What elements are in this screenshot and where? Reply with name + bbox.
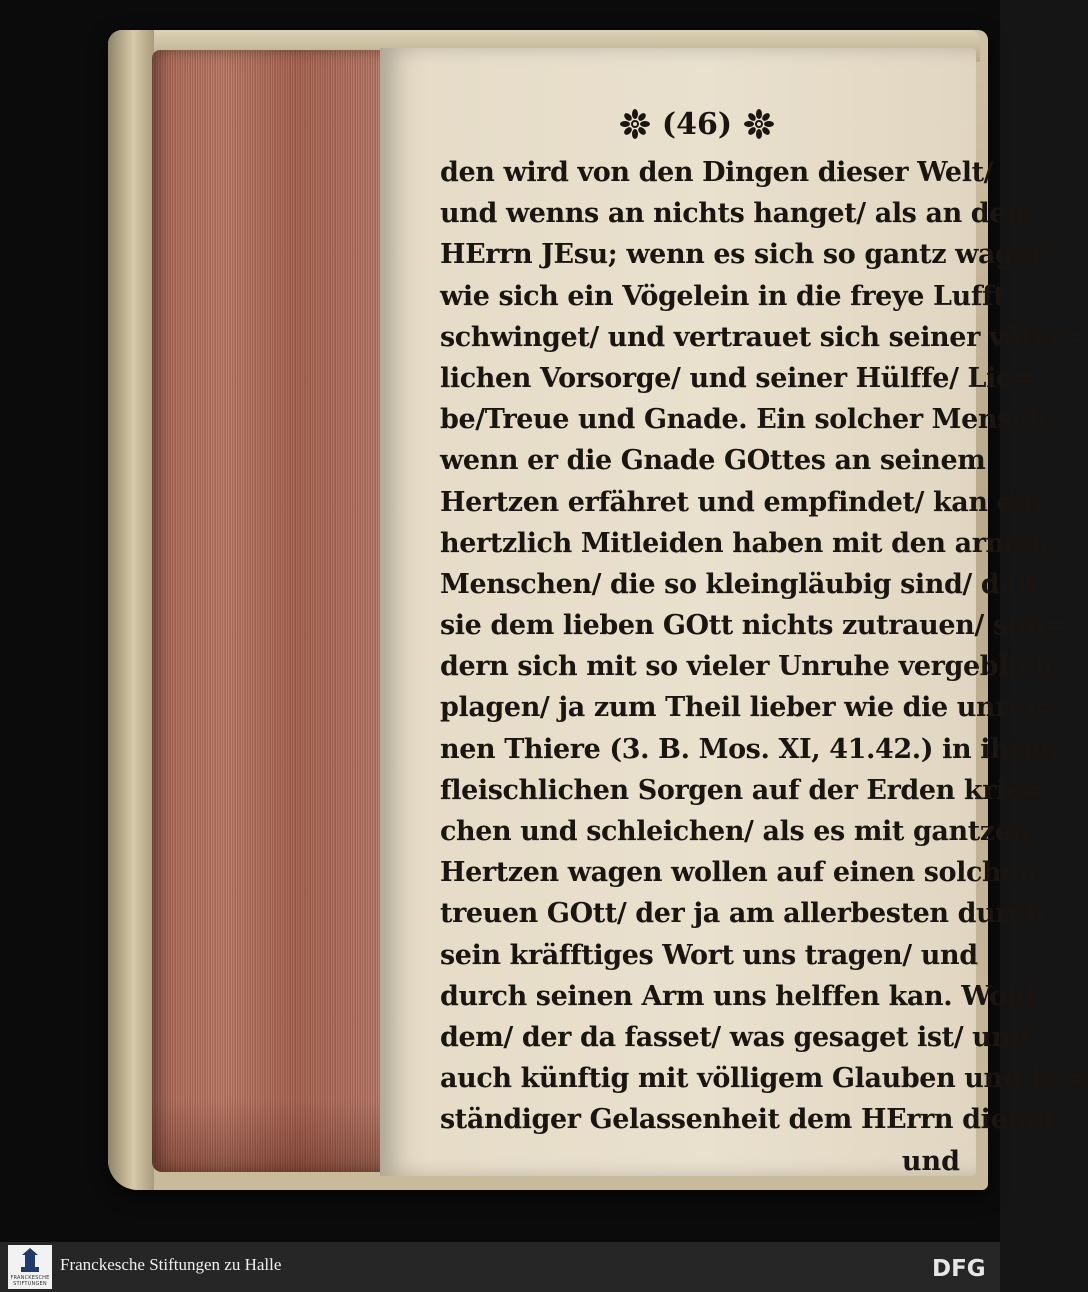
institution-name[interactable]: Franckesche Stiftungen zu Halle: [60, 1255, 282, 1274]
text-line: wenn er die Gnade GOttes an seinem: [440, 445, 986, 477]
text-line: Hertzen wagen wollen auf einen solchen: [440, 857, 1038, 889]
text-line: plagen/ ja zum Theil lieber wie die unrei=: [440, 692, 1058, 724]
page-header: [430, 100, 964, 148]
text-line: schwinget/ und vertrauet sich seiner väter=: [440, 321, 1087, 353]
text-line: wie sich ein Vögelein in die freye Lufft: [440, 280, 1006, 312]
text-line: treuen GOtt/ der ja am allerbesten durch: [440, 898, 1045, 930]
text-line: Menschen/ die so kleingläubig sind/ daß: [440, 568, 1037, 600]
text-line: auch künftig mit völligem Glauben und be=: [440, 1063, 1088, 1095]
text-lines: [440, 152, 1088, 1141]
flower-ornament-icon: [744, 109, 774, 139]
franckesche-stiftungen-logo-icon[interactable]: [8, 1245, 52, 1289]
text-line: sie dem lieben GOtt nichts zutrauen/ son=: [440, 610, 1067, 642]
cover-spine: [108, 30, 154, 1190]
text-line: be/Treue und Gnade. Ein solcher Mensch/: [440, 404, 1057, 436]
text-line: durch seinen Arm uns helffen kan. Wohl: [440, 980, 1036, 1012]
logo-caption-line1: FRANCKESCHE: [10, 1275, 50, 1281]
book-page: [380, 48, 1088, 1177]
text-line: hertzlich Mitleiden haben mit den armen: [440, 527, 1050, 559]
text-line: und wenns an nichts hanget/ als an dem: [440, 198, 1035, 230]
text-line: nen Thiere (3. B. Mos. XI, 41.42.) in ihren: [440, 733, 1060, 765]
catchword: und: [901, 1145, 960, 1177]
text-line: lichen Vorsorge/ und seiner Hülffe/ Lie=: [440, 362, 1035, 394]
page-text-block: [440, 100, 1088, 1182]
dfg-logo-icon[interactable]: [932, 1254, 990, 1280]
flower-ornament-icon: [620, 109, 650, 139]
footer-bar: [0, 1242, 1000, 1292]
page-fore-edge-shadow: [152, 1100, 392, 1172]
text-line: dern sich mit so vieler Unruhe vergeblich: [440, 651, 1054, 683]
page-fore-edge: [152, 50, 392, 1172]
page-number: (46): [661, 106, 733, 142]
text-line: Hertzen erfähret und empfindet/ kan ein: [440, 486, 1043, 518]
logo-caption-line2: STIFTUNGEN: [13, 1281, 47, 1287]
dfg-logo-text: DFG: [932, 1256, 986, 1282]
text-line: den wird von den Dingen dieser Welt/: [440, 157, 994, 188]
text-line: dem/ der da fasset/ was gesaget ist/ und: [440, 1021, 1030, 1053]
text-line: fleischlichen Sorgen auf der Erden krie=: [440, 774, 1045, 806]
text-line: HErrn JEsu; wenn es sich so gantz waget/: [440, 239, 1052, 271]
text-line: chen und schleichen/ als es mit gantzen: [440, 816, 1031, 847]
text-line: ständiger Gelassenheit dem HErrn dienet: [440, 1104, 1056, 1136]
text-line: sein kräfftiges Wort uns tragen/ und: [440, 939, 978, 971]
